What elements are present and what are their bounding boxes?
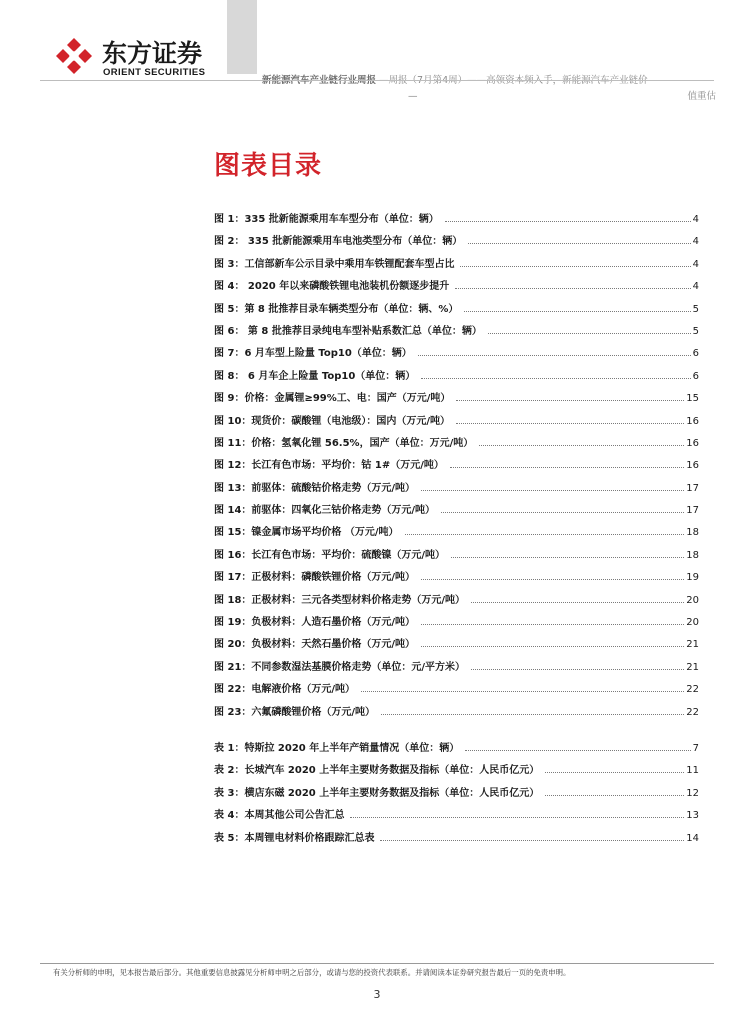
figure-entry[interactable] [214,367,699,389]
figure-entry-label: 图 23：六氟磷酸锂价格（万元/吨） [214,706,376,718]
figure-entry-page: 6 [692,370,699,382]
figure-entry[interactable] [214,389,699,411]
table-entry[interactable] [214,806,699,828]
figure-entry-page: 4 [692,281,699,293]
dot-leader [421,646,684,647]
figure-entry[interactable] [214,412,699,434]
toc-title: 图表目录 [214,151,323,181]
figure-entry-label: 图 5：第 8 批推荐目录车辆类型分布（单位：辆、%） [214,303,459,315]
figure-entry[interactable] [214,658,699,680]
report-title-continuation-left: — [408,91,418,102]
dot-leader [421,624,684,625]
dot-leader [456,400,684,401]
logo-english-name: ORIENT SECURITIES [103,67,206,78]
table-entry-label: 表 3：横店东磁 2020 上半年主要财务数据及指标（单位：人民币亿元） [214,787,540,799]
figure-entry[interactable] [214,501,699,523]
dot-leader [421,579,684,580]
figure-entry-page: 5 [692,303,699,315]
brand-logo [40,26,220,82]
figure-entry-label: 图 18：正极材料：三元各类型材料价格走势（万元/吨） [214,594,466,606]
figure-entry-label: 图 14：前驱体：四氧化三钴价格走势（万元/吨） [214,505,436,517]
figure-entry[interactable] [214,479,699,501]
dot-leader [479,445,684,446]
figure-entry-page: 4 [692,236,699,248]
dot-leader [456,423,684,424]
dot-leader [488,333,691,334]
logo-chinese-name: 东方证券 [102,39,203,68]
figure-entry-page: 21 [686,661,699,673]
table-entry[interactable] [214,784,699,806]
figure-entry-label: 图 13：前驱体：硫酸钴价格走势（万元/吨） [214,482,416,494]
figure-entry-label: 图 21：不同参数湿法基膜价格走势（单位：元/平方米） [214,661,466,673]
dot-leader [464,311,690,312]
figure-entry[interactable] [214,277,699,299]
figure-entry-label: 图 22：电解液价格（万元/吨） [214,684,356,696]
figure-entry-label: 图 6： 第 8 批推荐目录纯电车型补贴系数汇总（单位：辆） [214,325,482,337]
figure-list [214,210,699,725]
figure-entry[interactable] [214,232,699,254]
dot-leader [451,557,684,558]
figure-entry-page: 16 [686,415,699,427]
dot-leader [445,221,691,222]
dot-leader [380,840,684,841]
table-entry[interactable] [214,829,699,851]
figure-entry-page: 4 [692,214,699,225]
table-entry-page: 11 [686,765,699,777]
dot-leader [460,266,690,267]
figure-entry-label: 图 20：负极材料：天然石墨价格（万元/吨） [214,639,416,651]
figure-entry-label: 图 10：现货价：碳酸锂（电池级）：国内（万元/吨） [214,415,451,427]
figure-entry-label: 图 2： 335 批新能源乘用车电池类型分布（单位：辆） [214,236,463,248]
orient-securities-logo-icon [54,36,94,76]
dot-leader [468,243,690,244]
figure-entry-label: 图 8： 6 月车企上险量 Top10（单位：辆） [214,370,416,382]
table-entry-page: 7 [692,742,699,754]
table-entry-page: 14 [686,832,699,844]
dot-leader [471,602,684,603]
table-entry-page: 12 [686,787,699,799]
figure-entry[interactable] [214,523,699,545]
figure-entry-page: 4 [692,258,699,270]
figure-entry-label: 图 17：正极材料：磷酸铁锂价格（万元/吨） [214,572,416,584]
list-spacer [214,725,699,739]
dot-leader [450,467,684,468]
figure-entry-page: 16 [686,460,699,472]
header-accent-block [227,0,257,74]
figure-entry-page: 20 [686,617,699,629]
figure-entry-page: 21 [686,639,699,651]
figure-entry-page: 16 [686,437,699,449]
figure-entry-page: 18 [686,527,699,539]
figure-entry[interactable] [214,322,699,344]
table-of-figures [214,210,699,851]
dot-leader [418,355,691,356]
table-list [214,739,699,851]
page-number: 3 [373,988,381,1001]
table-entry-label: 表 1：特斯拉 2020 年上半年产销量情况（单位：辆） [214,742,460,754]
figure-entry[interactable] [214,300,699,322]
footer-divider [40,963,714,964]
figure-entry-page: 19 [686,572,699,584]
figure-entry[interactable] [214,703,699,725]
report-title-continuation-right: 值重估 [687,91,716,102]
dot-leader [471,669,684,670]
figure-entry-label: 图 3：工信部新车公示目录中乘用车铁锂配套车型占比 [214,258,455,270]
figure-entry[interactable] [214,456,699,478]
dot-leader [421,490,684,491]
table-entry-label: 表 5：本周锂电材料价格跟踪汇总表 [214,832,375,844]
figure-entry[interactable] [214,344,699,366]
figure-entry-page: 22 [686,706,699,718]
figure-entry-label: 图 15：镍金属市场平均价格 （万元/吨） [214,527,399,539]
table-entry[interactable] [214,761,699,783]
table-entry-page: 13 [686,810,699,822]
figure-entry[interactable] [214,546,699,568]
figure-entry[interactable] [214,613,699,635]
figure-entry-label: 图 12：长江有色市场：平均价：钴 1#（万元/吨） [214,460,444,472]
figure-entry[interactable] [214,255,699,277]
dot-leader [421,378,690,379]
dot-leader [441,512,684,513]
dot-leader [361,691,684,692]
figure-entry-label: 图 7：6 月车型上险量 Top10（单位：辆） [214,348,412,360]
figure-entry-page: 6 [692,348,699,360]
figure-entry-page: 17 [686,482,699,494]
figure-entry-page: 20 [686,594,699,606]
figure-entry[interactable] [214,568,699,590]
figure-entry-label: 图 11：价格：氢氧化锂 56.5%，国产（单位：万元/吨） [214,437,474,449]
dot-leader [545,795,684,796]
figure-entry[interactable] [214,680,699,702]
figure-entry-page: 17 [686,505,699,517]
footer-disclaimer: 有关分析师的申明，见本报告最后部分。其他重要信息披露见分析师申明之后部分，或请与您的投资代表联系。并请阅读本证券研究报告最后一页的免责申明。 [53,968,571,977]
figure-entry-page: 18 [686,549,699,561]
figure-entry[interactable] [214,434,699,456]
figure-entry-label: 图 9：价格：金属锂≥99%工、电：国产（万元/吨） [214,393,451,405]
figure-entry[interactable] [214,635,699,657]
figure-entry[interactable] [214,210,699,232]
figure-entry-page: 5 [692,325,699,337]
figure-entry-label: 图 16：长江有色市场：平均价：硫酸镍（万元/吨） [214,549,446,561]
header-divider [40,80,714,81]
table-entry-label: 表 2：长城汽车 2020 上半年主要财务数据及指标（单位：人民币亿元） [214,765,540,777]
dot-leader [465,750,690,751]
table-entry[interactable] [214,739,699,761]
dot-leader [405,534,685,535]
figure-entry-label: 图 4： 2020 年以来磷酸铁锂电池装机份额逐步提升 [214,281,450,293]
figure-entry[interactable] [214,591,699,613]
dot-leader [455,288,690,289]
dot-leader [545,772,684,773]
figure-entry-label: 图 19：负极材料：人造石墨价格（万元/吨） [214,617,416,629]
figure-entry-label: 图 1：335 批新能源乘用车车型分布（单位：辆） [214,214,439,225]
dot-leader [350,817,684,818]
dot-leader [381,714,684,715]
figure-entry-page: 22 [686,684,699,696]
table-entry-label: 表 4：本周其他公司公告汇总 [214,810,345,822]
figure-entry-page: 15 [686,393,699,405]
